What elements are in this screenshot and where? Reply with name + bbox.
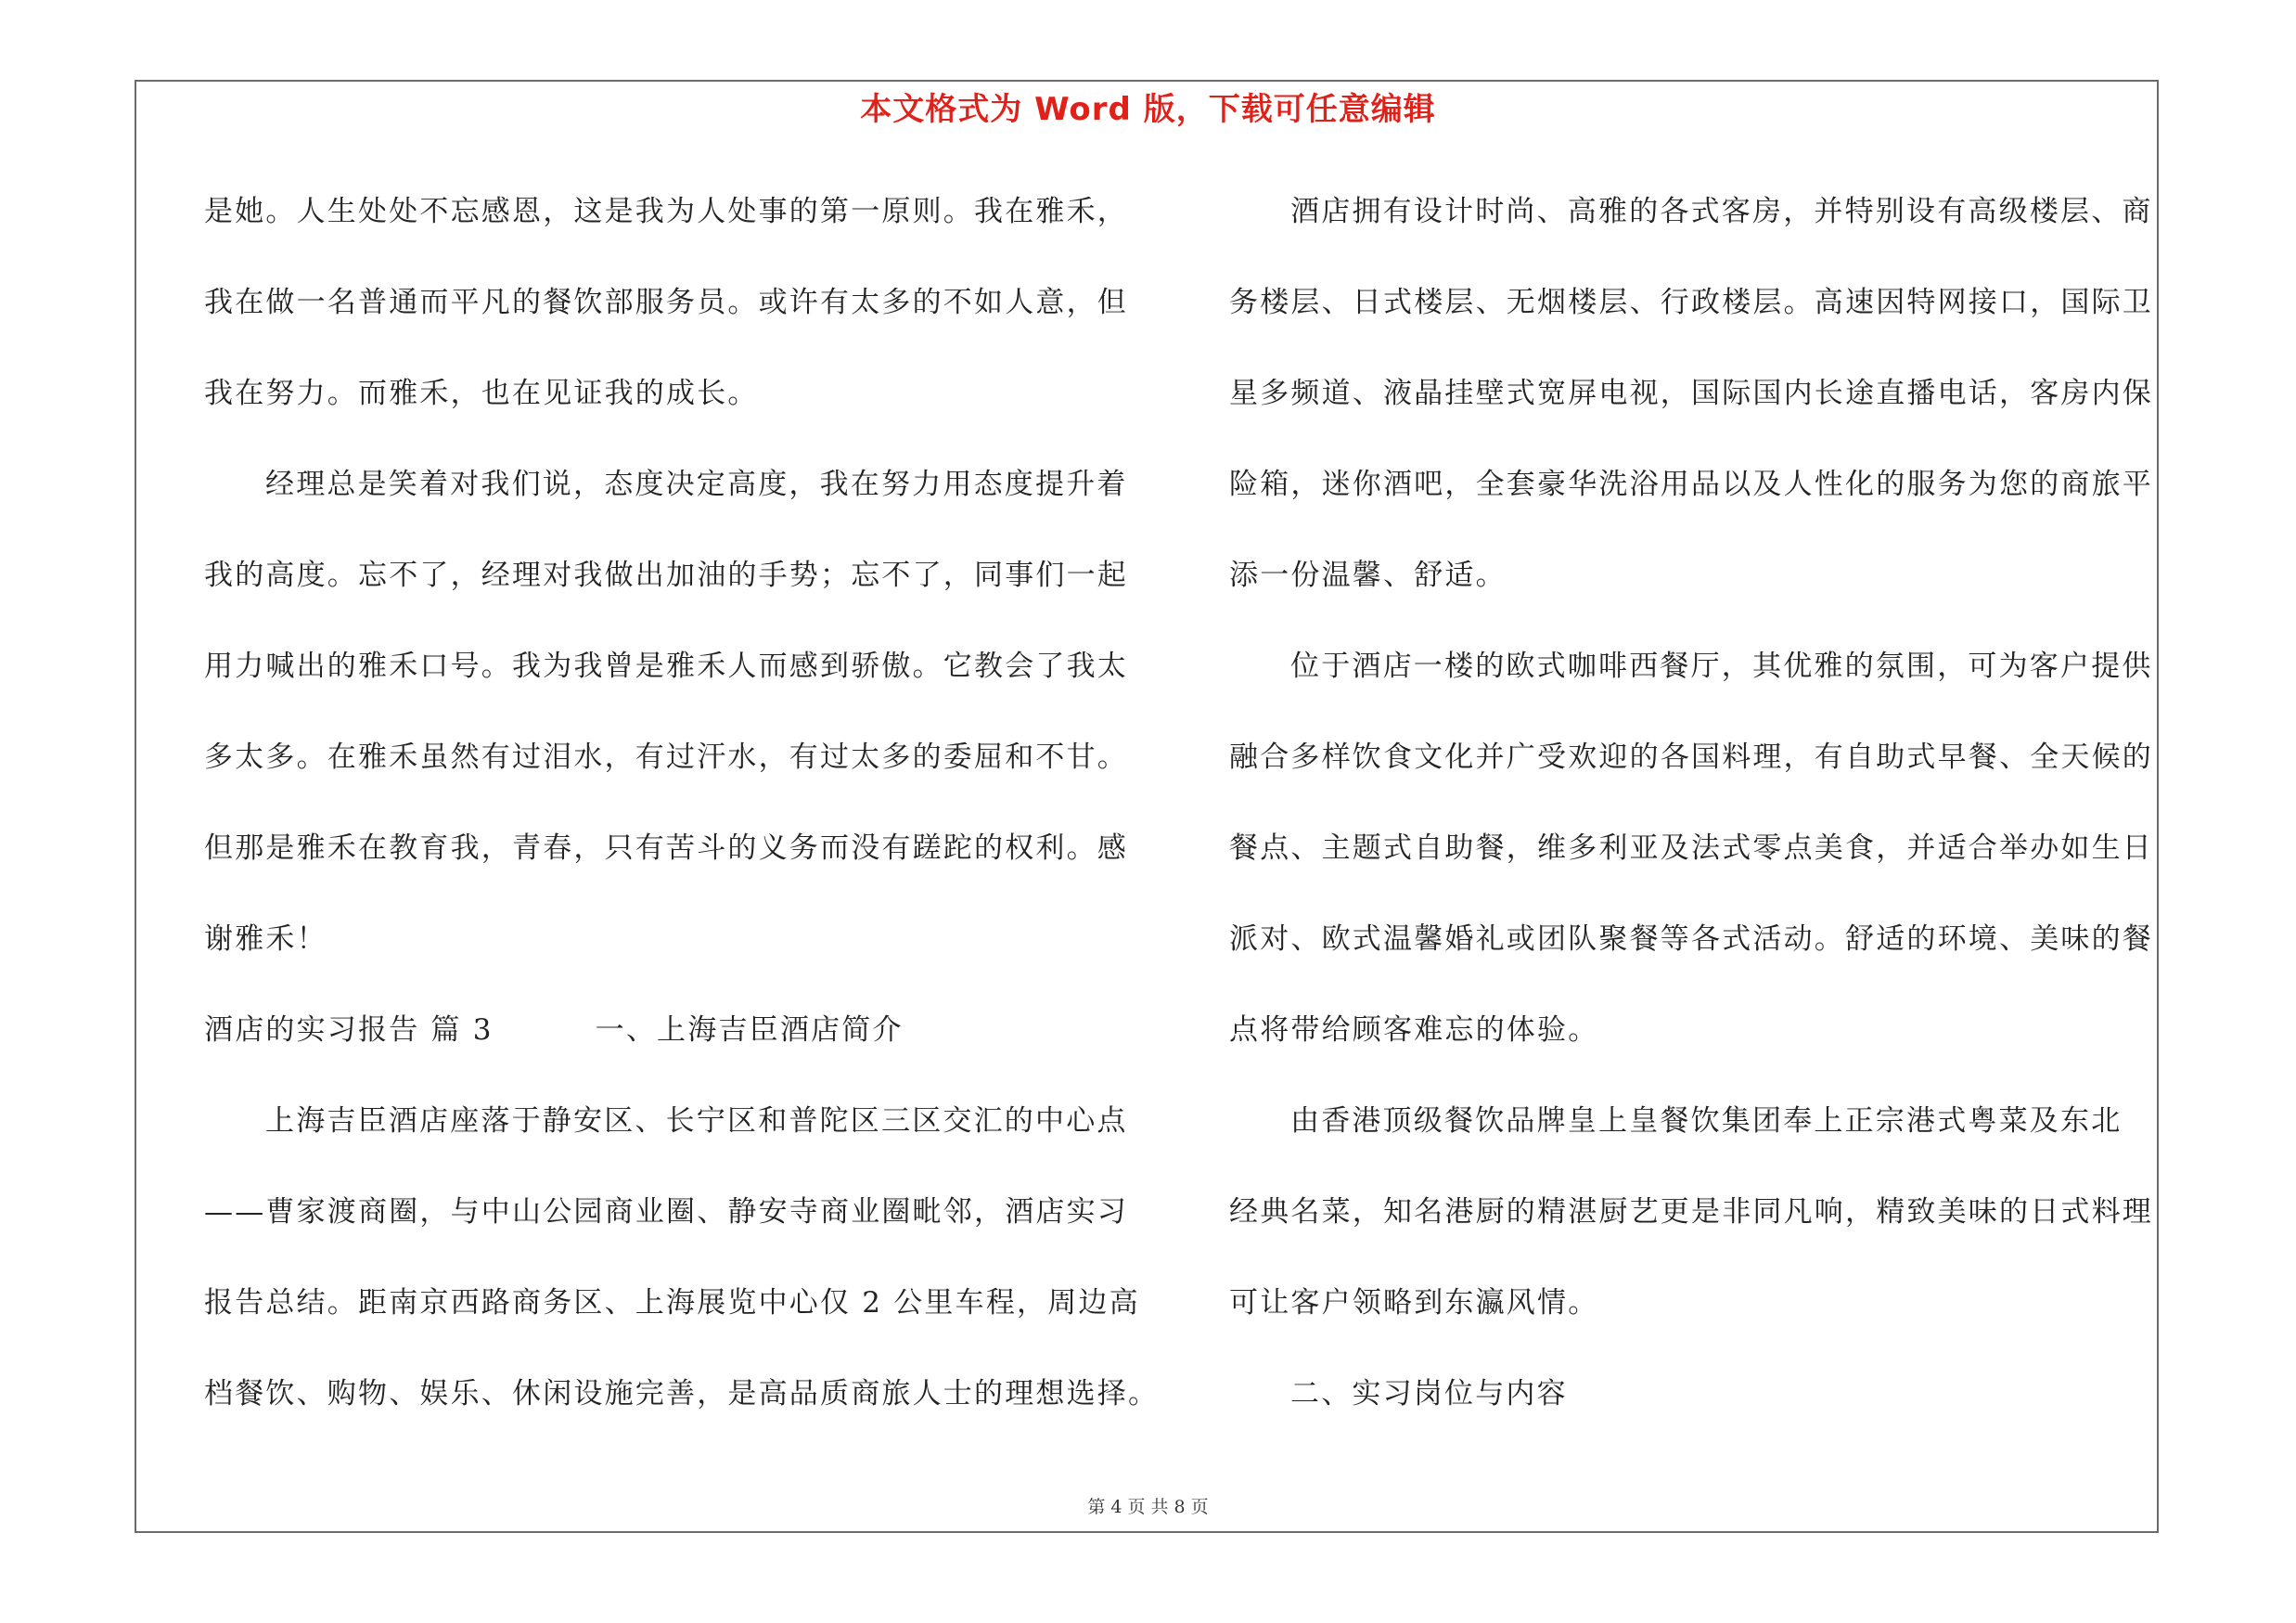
text-line: 档餐饮、购物、娱乐、休闲设施完善，是高品质商旅人士的理想选择。 <box>204 1377 1160 1410</box>
right-column <box>1229 178 2157 1451</box>
section-heading: 一、上海吉臣酒店简介 <box>595 1013 904 1047</box>
text-line: 餐点、主题式自助餐，维多利亚及法式零点美食，并适合举办如生日 <box>1229 831 2153 865</box>
paragraph-start-line: 上海吉臣酒店座落于静安区、长宁区和普陀区三区交汇的中心点 <box>265 1104 1128 1138</box>
text-line: 但那是雅禾在教育我，青春，只有苦斗的义务而没有蹉跎的权利。感 <box>204 831 1128 865</box>
text-line: 用力喊出的雅禾口号。我为我曾是雅禾人而感到骄傲。它教会了我太 <box>204 650 1128 683</box>
text-line: 点将带给顾客难忘的体验。 <box>1229 1013 1599 1047</box>
text-line: 报告总结。距南京西路商务区、上海展览中心仅 2 公里车程，周边高 <box>204 1286 1140 1320</box>
text-line: 经典名菜，知名港厨的精湛厨艺更是非同凡响，精致美味的日式料理 <box>1229 1195 2153 1229</box>
text-line: 我的高度。忘不了，经理对我做出加油的手势；忘不了，同事们一起 <box>204 559 1128 592</box>
paragraph-start-line: 由香港顶级餐饮品牌皇上皇餐饮集团奉上正宗港式粤菜及东北 <box>1290 1104 2123 1138</box>
text-line: 添一份温馨、舒适。 <box>1229 559 1507 592</box>
section-heading-line <box>204 997 1150 1088</box>
text-line: 融合多样饮食文化并广受欢迎的各国料理，有自助式早餐、全天候的 <box>1229 741 2153 774</box>
text-line: ——曹家渡商圈，与中山公园商业圈、静安寺商业圈毗邻，酒店实习 <box>204 1195 1128 1229</box>
paragraph-start-line: 位于酒店一楼的欧式咖啡西餐厅，其优雅的氛围，可为客户提供 <box>1290 650 2153 683</box>
text-line: 我在做一名普通而平凡的餐饮部服务员。或许有太多的不如人意，但 <box>204 286 1128 319</box>
text-line: 务楼层、日式楼层、无烟楼层、行政楼层。高速因特网接口，国际卫 <box>1229 286 2153 319</box>
page-number: 第 4 页 共 8 页 <box>1087 1497 1209 1517</box>
left-column <box>204 178 1160 1451</box>
text-line: 谢雅禾！ <box>204 922 327 956</box>
text-line: 星多频道、液晶挂壁式宽屏电视，国际国内长途直播电话，客房内保 <box>1229 377 2153 410</box>
text-line: 多太多。在雅禾虽然有过泪水，有过汗水，有过太多的委屈和不甘。 <box>204 741 1128 774</box>
text-line: 可让客户领略到东瀛风情。 <box>1229 1286 1599 1320</box>
text-line: 险箱，迷你酒吧，全套豪华洗浴用品以及人性化的服务为您的商旅平 <box>1229 468 2153 501</box>
document-banner: 本文格式为 Word 版，下载可任意编辑 <box>860 91 1436 128</box>
report-title: 酒店的实习报告 篇 3 <box>204 1013 494 1047</box>
paragraph-start-line: 酒店拥有设计时尚、高雅的各式客房，并特别设有高级楼层、商 <box>1290 195 2153 228</box>
text-line: 派对、欧式温馨婚礼或团队聚餐等各式活动。舒适的环境、美味的餐 <box>1229 922 2153 956</box>
text-line: 是她。人生处处不忘感恩，这是我为人处事的第一原则。我在雅禾， <box>204 195 1128 228</box>
text-line: 我在努力。而雅禾，也在见证我的成长。 <box>204 377 759 410</box>
section-heading: 二、实习岗位与内容 <box>1290 1377 1568 1410</box>
paragraph-start-line: 经理总是笑着对我们说，态度决定高度，我在努力用态度提升着 <box>265 468 1128 501</box>
